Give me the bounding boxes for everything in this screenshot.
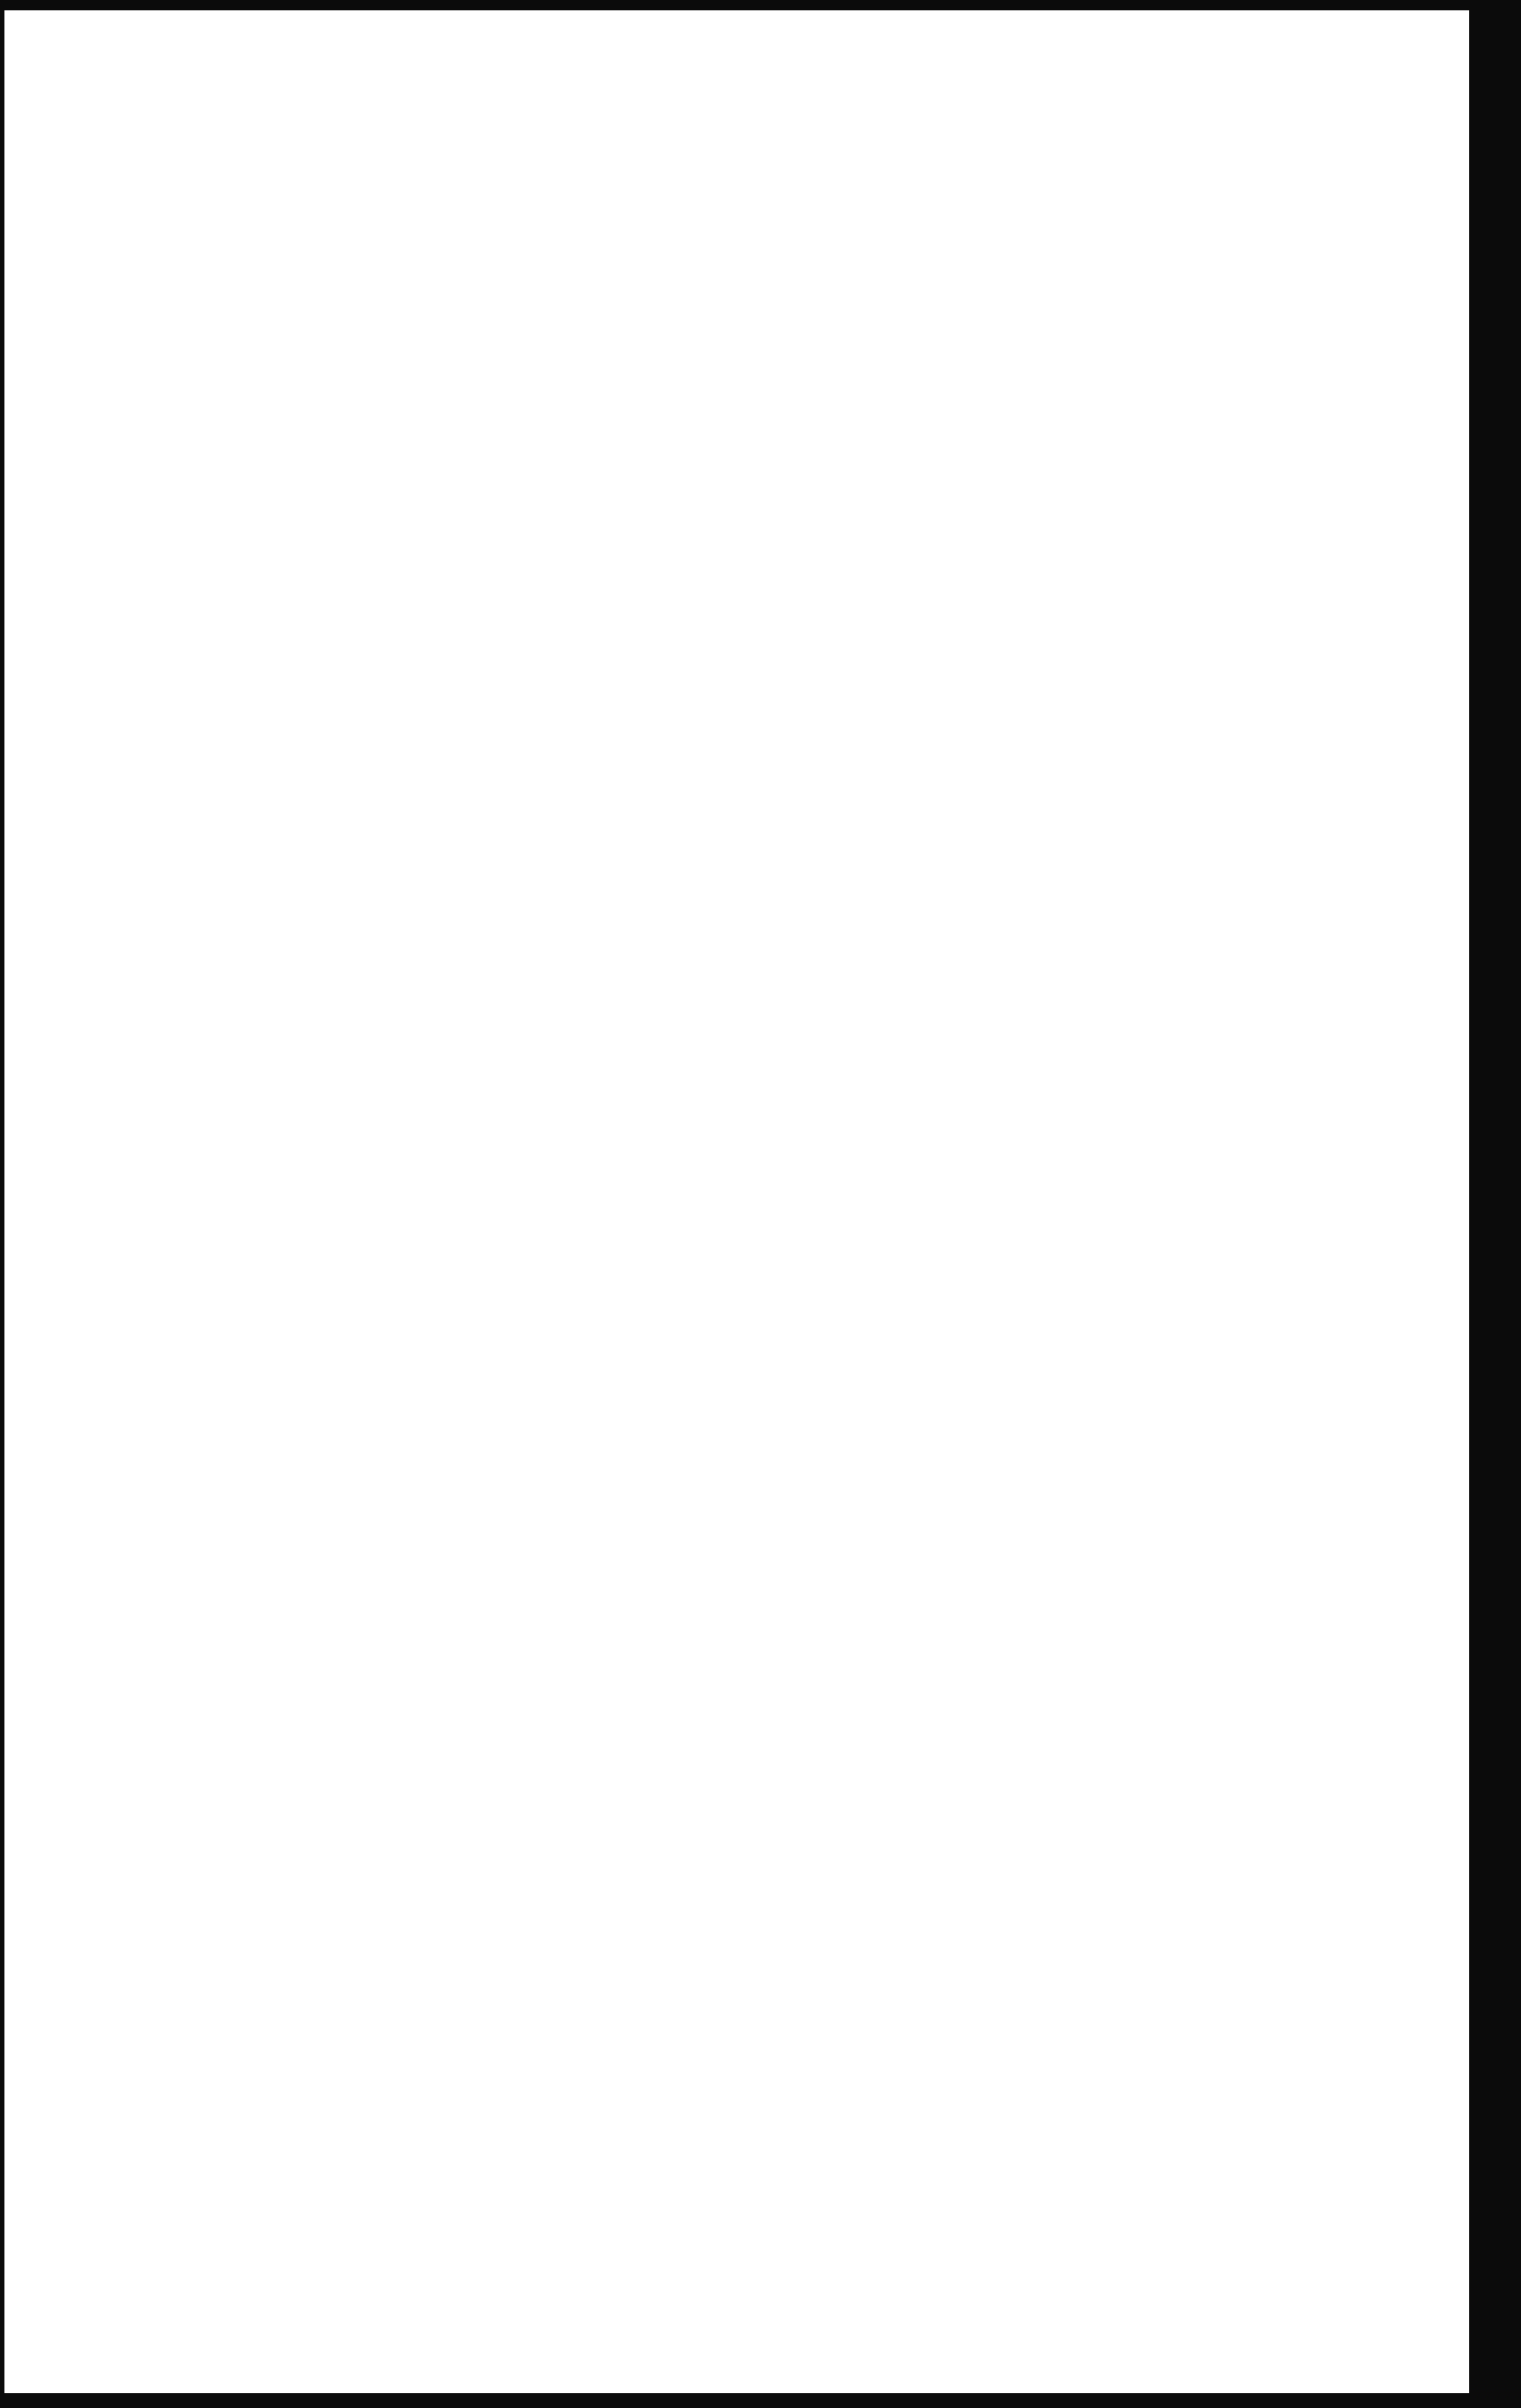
scan-border-right (1469, 0, 1521, 2408)
scan-border-bottom (0, 2393, 1521, 2408)
scan-border-left (0, 0, 4, 2408)
scan-border-top (0, 0, 1521, 10)
